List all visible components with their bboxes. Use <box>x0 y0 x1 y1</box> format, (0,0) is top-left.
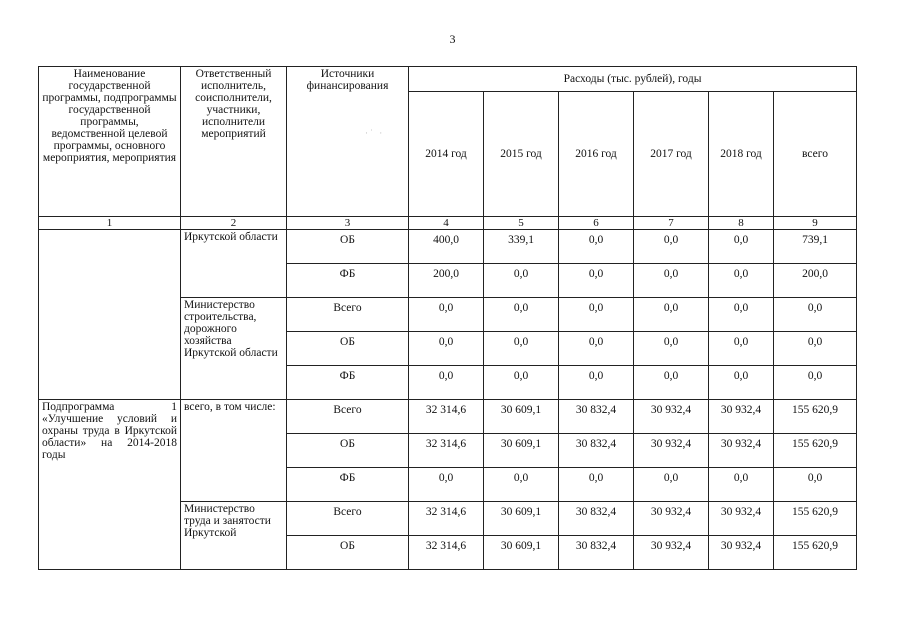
budget-table <box>38 66 857 570</box>
total-value-cell: 0,0 <box>774 366 857 400</box>
year-value-cell: 30 609,1 <box>484 434 559 468</box>
year-value-cell: 30 932,4 <box>634 536 709 570</box>
year-value-cell: 30 932,4 <box>709 536 774 570</box>
total-value-cell: 155 620,9 <box>774 400 857 434</box>
executor-cell: Министерство строительства, дорожного хозяйства Иркутской области <box>181 298 287 400</box>
year-value-cell: 30 932,4 <box>709 400 774 434</box>
column-number: 1 <box>39 217 181 230</box>
year-value-cell: 0,0 <box>559 468 634 502</box>
executor-cell: Министерство труда и занятости Иркутской <box>181 502 287 570</box>
header-expenses: Расходы (тыс. рублей), годы <box>409 67 857 92</box>
year-value-cell: 0,0 <box>409 468 484 502</box>
year-value-cell: 0,0 <box>409 332 484 366</box>
year-value-cell: 0,0 <box>484 366 559 400</box>
column-number: 4 <box>409 217 484 230</box>
year-value-cell: 0,0 <box>559 366 634 400</box>
total-value-cell: 0,0 <box>774 332 857 366</box>
total-value-cell: 0,0 <box>774 298 857 332</box>
program-name-cell <box>39 230 181 400</box>
year-value-cell: 0,0 <box>484 298 559 332</box>
year-value-cell: 30 832,4 <box>559 502 634 536</box>
year-value-cell: 30 609,1 <box>484 400 559 434</box>
year-value-cell: 0,0 <box>634 230 709 264</box>
year-value-cell: 0,0 <box>559 230 634 264</box>
source-cell: ОБ <box>287 230 409 264</box>
total-value-cell: 155 620,9 <box>774 536 857 570</box>
year-value-cell: 30 932,4 <box>634 434 709 468</box>
source-cell: ОБ <box>287 332 409 366</box>
header-year: 2014 год <box>409 92 484 217</box>
year-value-cell: 0,0 <box>409 298 484 332</box>
year-value-cell: 0,0 <box>559 298 634 332</box>
year-value-cell: 0,0 <box>634 332 709 366</box>
year-value-cell: 32 314,6 <box>409 502 484 536</box>
header-year: 2015 год <box>484 92 559 217</box>
year-value-cell: 32 314,6 <box>409 434 484 468</box>
executor-cell: Иркутской области <box>181 230 287 298</box>
year-value-cell: 30 932,4 <box>709 502 774 536</box>
column-number: 5 <box>484 217 559 230</box>
year-value-cell: 0,0 <box>634 468 709 502</box>
year-value-cell: 0,0 <box>409 366 484 400</box>
column-number: 6 <box>559 217 634 230</box>
header-year: 2017 год <box>634 92 709 217</box>
column-number: 7 <box>634 217 709 230</box>
year-value-cell: 0,0 <box>484 468 559 502</box>
executor-cell: всего, в том числе: <box>181 400 287 502</box>
year-value-cell: 0,0 <box>709 468 774 502</box>
source-cell: Всего <box>287 298 409 332</box>
source-cell: ФБ <box>287 264 409 298</box>
year-value-cell: 0,0 <box>709 230 774 264</box>
year-value-cell: 30 932,4 <box>634 502 709 536</box>
column-number: 2 <box>181 217 287 230</box>
total-value-cell: 0,0 <box>774 468 857 502</box>
total-value-cell: 155 620,9 <box>774 502 857 536</box>
page-number: 3 <box>449 32 456 46</box>
header-total: всего <box>774 92 857 217</box>
total-value-cell: 200,0 <box>774 264 857 298</box>
year-value-cell: 200,0 <box>409 264 484 298</box>
year-value-cell: 0,0 <box>634 264 709 298</box>
source-cell: Всего <box>287 502 409 536</box>
total-value-cell: 739,1 <box>774 230 857 264</box>
year-value-cell: 30 932,4 <box>634 400 709 434</box>
year-value-cell: 30 832,4 <box>559 434 634 468</box>
year-value-cell: 0,0 <box>709 366 774 400</box>
table-row <box>39 230 857 264</box>
source-cell: Всего <box>287 400 409 434</box>
header-source: Источники финансирования <box>287 67 409 217</box>
program-name-cell: Подпрограмма 1 «Улучшение условий и охраны труда в Иркутской области» на 2014-2018 годы <box>39 400 181 570</box>
year-value-cell: 339,1 <box>484 230 559 264</box>
header-year: 2016 год <box>559 92 634 217</box>
year-value-cell: 0,0 <box>559 332 634 366</box>
source-cell: ОБ <box>287 434 409 468</box>
column-number: 8 <box>709 217 774 230</box>
source-cell: ФБ <box>287 366 409 400</box>
year-value-cell: 0,0 <box>634 298 709 332</box>
year-value-cell: 32 314,6 <box>409 536 484 570</box>
year-value-cell: 30 609,1 <box>484 536 559 570</box>
year-value-cell: 30 832,4 <box>559 400 634 434</box>
year-value-cell: 0,0 <box>634 366 709 400</box>
column-number: 9 <box>774 217 857 230</box>
source-cell: ОБ <box>287 536 409 570</box>
year-value-cell: 0,0 <box>559 264 634 298</box>
year-value-cell: 32 314,6 <box>409 400 484 434</box>
source-cell: ФБ <box>287 468 409 502</box>
year-value-cell: 0,0 <box>484 264 559 298</box>
year-value-cell: 0,0 <box>484 332 559 366</box>
table-row <box>39 400 857 434</box>
header-executor: Ответственный исполнитель, соисполнители, участники, исполнители мероприятий <box>181 67 287 217</box>
year-value-cell: 0,0 <box>709 264 774 298</box>
year-value-cell: 30 609,1 <box>484 502 559 536</box>
year-value-cell: 0,0 <box>709 298 774 332</box>
year-value-cell: 30 832,4 <box>559 536 634 570</box>
year-value-cell: 0,0 <box>709 332 774 366</box>
year-value-cell: 400,0 <box>409 230 484 264</box>
scan-artifact: ·˙ · <box>365 128 385 138</box>
total-value-cell: 155 620,9 <box>774 434 857 468</box>
header-year: 2018 год <box>709 92 774 217</box>
column-number: 3 <box>287 217 409 230</box>
header-name: Наименование государственной программы, подпрограммы государственной программы, ведомственной целевой программы, основного мероприятия, мероприятия <box>39 67 181 217</box>
year-value-cell: 30 932,4 <box>709 434 774 468</box>
